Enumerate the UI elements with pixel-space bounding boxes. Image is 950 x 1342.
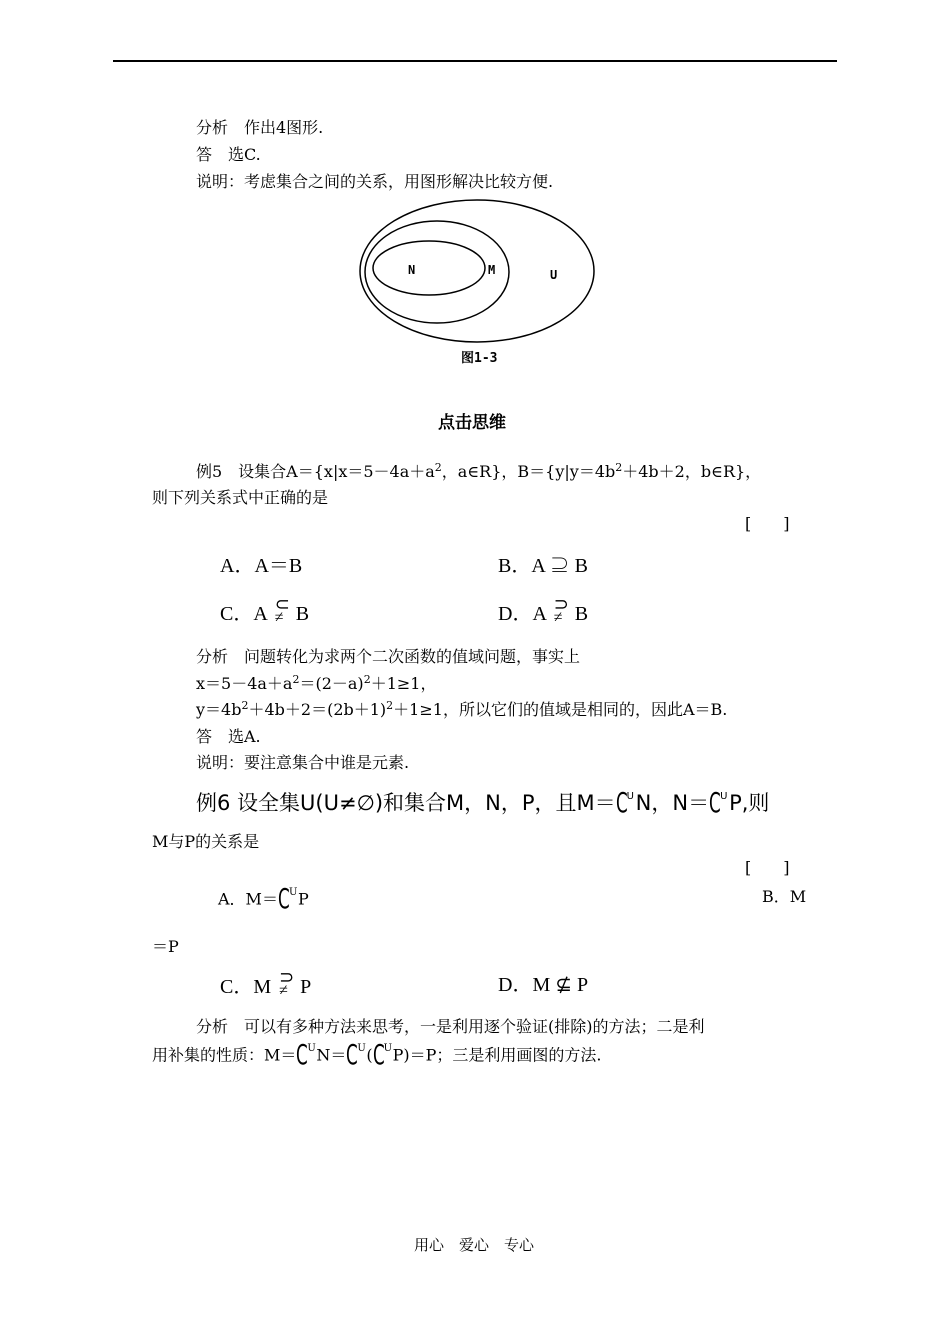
ex5-note: 说明：要注意集合中谁是元素. bbox=[196, 753, 410, 772]
ex5-question: 例5 设集合$A=\{x|x=5-4a+a^2$，a∈R}，$B=\{y|y=4b^2+4b+2$，b∈R}， bbox=[196, 461, 762, 481]
ex5-option-a: A．A＝B bbox=[220, 555, 303, 577]
ex6-option-c: C．M ⊃ ≠ P bbox=[220, 967, 312, 999]
complement-symbol: C U bbox=[346, 1038, 366, 1071]
ex6-option-a: A．M＝ C U P bbox=[218, 882, 309, 915]
complement-symbol: C U bbox=[277, 882, 298, 915]
header-rule bbox=[113, 60, 837, 62]
ex6-question-cont: M与P的关系是 bbox=[152, 832, 260, 851]
ex5-answer-bracket: [ ] bbox=[745, 514, 790, 533]
ex5-analysis-x: $x=5-4a+a^2=(2-a)^2+1\ge 1$， bbox=[196, 673, 437, 693]
answer-line: 答 选C. bbox=[196, 145, 261, 164]
ex6-question: 例6 设全集U(U≠∅)和集合M，N，P，且M＝ C U N，N＝ C U P,则 bbox=[196, 786, 770, 819]
complement-symbol: C U bbox=[615, 786, 634, 819]
set-u-ellipse bbox=[360, 200, 594, 342]
subsetneq-symbol: ⊂ ≠ bbox=[274, 594, 290, 626]
complement-symbol: C U bbox=[709, 786, 728, 819]
complement-symbol: C U bbox=[296, 1038, 316, 1071]
ex5-option-c: C．A ⊂ ≠ B bbox=[220, 594, 310, 626]
supsetneq-symbol: ⊃ ≠ bbox=[553, 594, 569, 626]
ex6-analysis: 分析 可以有多种方法来思考，一是利用逐个验证(排除)的方法；二是利 bbox=[196, 1017, 705, 1036]
section-title: 点击思维 bbox=[438, 413, 506, 433]
venn-diagram bbox=[355, 192, 600, 372]
ex5-question-cont: 则下列关系式中正确的是 bbox=[152, 488, 329, 507]
ex5-option-d: D．A ⊃ ≠ B bbox=[498, 594, 589, 626]
ex6-option-d: D．M ⊈ P bbox=[498, 974, 589, 996]
label-m: M bbox=[488, 263, 496, 277]
complement-symbol: C U bbox=[372, 1038, 393, 1071]
supsetneq-symbol: ⊃ ≠ bbox=[279, 967, 295, 999]
label-u: U bbox=[550, 268, 558, 282]
ex5-analysis: 分析 问题转化为求两个二次函数的值域问题，事实上 bbox=[196, 647, 581, 666]
ex5-analysis-y: $y=4b^2+4b+2=(2b+1)^2+1\ge 1$，所以它们的值域是相同的，因此A＝B. bbox=[196, 699, 728, 719]
ex6-answer-bracket: [ ] bbox=[745, 858, 790, 877]
ex5-option-b: B．A ⊇ B bbox=[498, 555, 589, 577]
page-footer: 用心 爱心 专心 bbox=[414, 1236, 535, 1254]
ex6-option-b-cont: ＝P bbox=[152, 937, 179, 956]
ex6-analysis-cont: 用补集的性质：M＝ C U N＝ C U ( C U P)＝P；三是利用画图的方法. bbox=[152, 1038, 602, 1071]
label-n: N bbox=[408, 263, 416, 277]
figure-caption: 图1-3 bbox=[461, 351, 498, 366]
ex6-option-b: B．M bbox=[762, 887, 807, 906]
note-line: 说明：考虑集合之间的关系，用图形解决比较方便. bbox=[196, 172, 554, 191]
ex5-answer: 答 选A. bbox=[196, 727, 261, 746]
analysis-line: 分析 作出4图形. bbox=[196, 118, 324, 137]
set-n-ellipse bbox=[373, 241, 485, 295]
